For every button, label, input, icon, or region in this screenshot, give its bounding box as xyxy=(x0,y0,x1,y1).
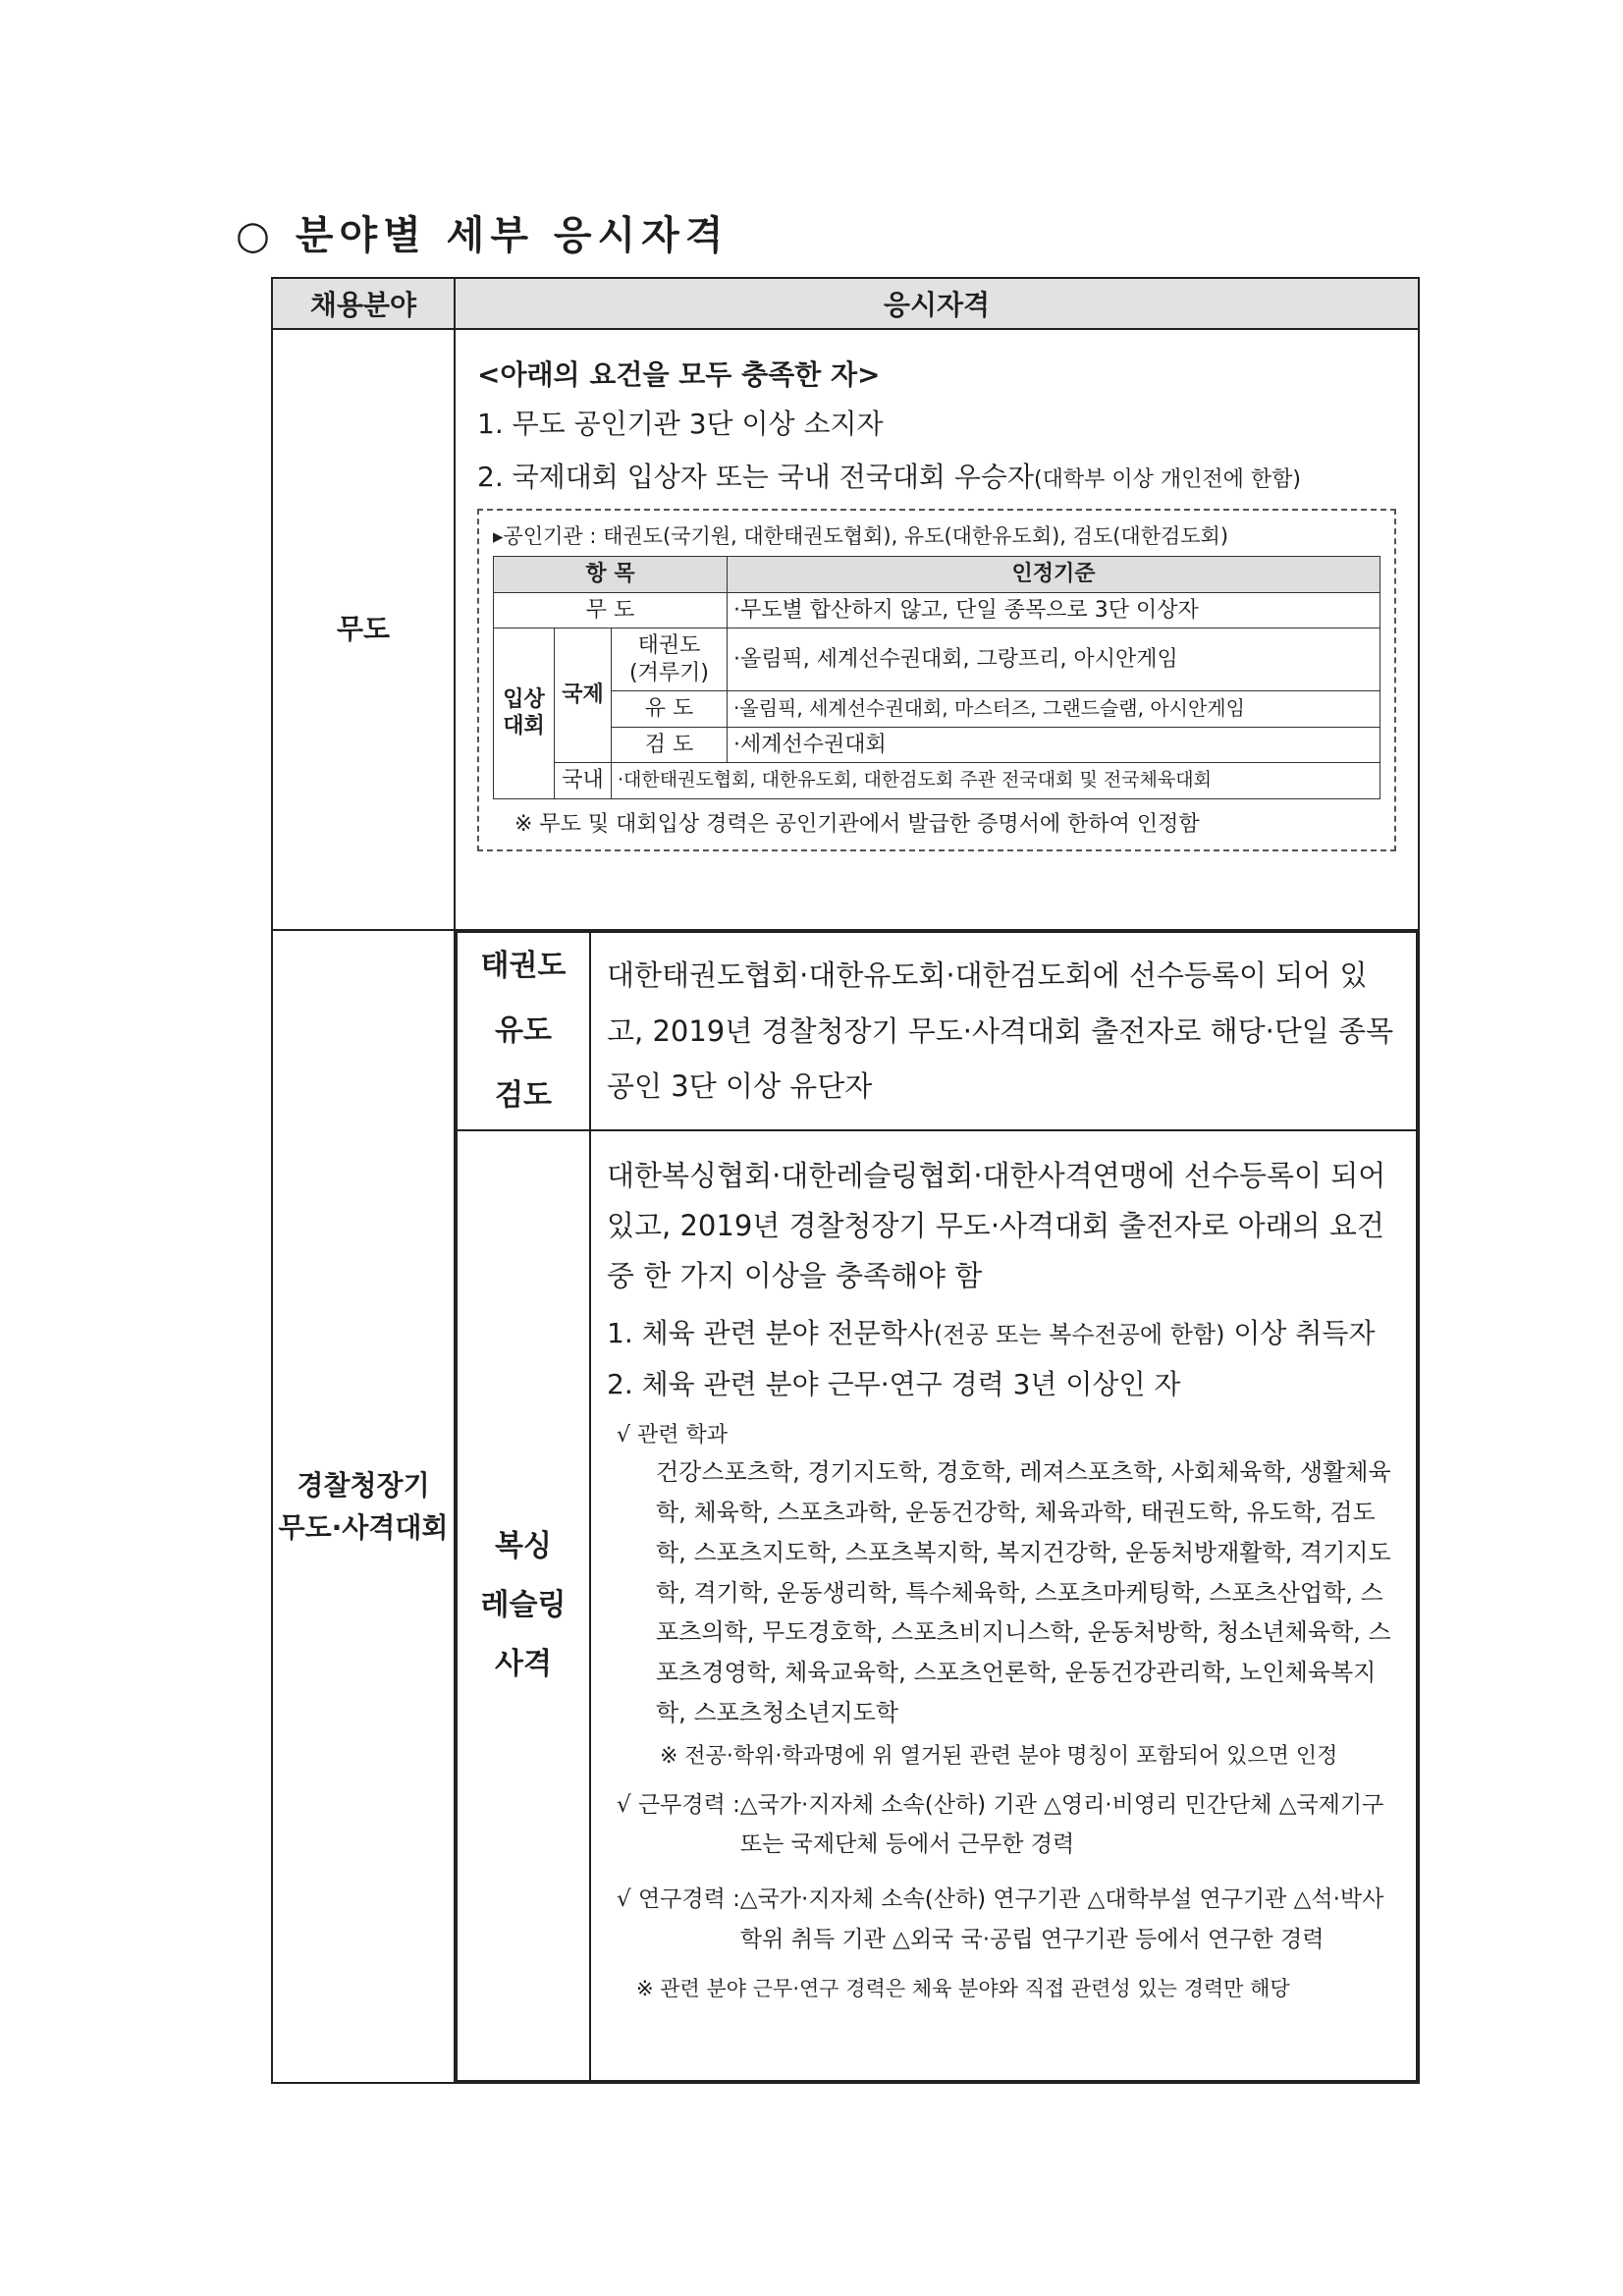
related-dept-label: √ 관련 학과 xyxy=(617,1423,729,1449)
criteria-row-tkd xyxy=(494,629,1380,691)
reference-box xyxy=(477,509,1396,851)
criteria-header-standard: 인정기준 xyxy=(728,557,1380,593)
experience-note: ※ 관련 분야 근무·연구 경력은 체육 분야와 직접 관련성 있는 경력만 해당 xyxy=(636,1976,1290,2000)
header-qualification: 응시자격 xyxy=(455,278,1419,329)
criteria-mudo-text: ·무도별 합산하지 않고, 단일 종목으로 3단 이상자 xyxy=(728,592,1380,629)
page-title: ○ 분야별 세부 응시자격 xyxy=(236,212,730,258)
field-mudo: 무도 xyxy=(272,329,455,930)
certifying-bodies: ▸공인기관 : 태권도(국기원, 대한태권도협회), 유도(대한유도회), 검도(대한검도회) xyxy=(493,524,1229,548)
police-qualification-cell xyxy=(455,930,1419,2083)
field-police-competition: 경찰청장기 무도·사격대회 xyxy=(272,930,455,2083)
criteria-row-domestic xyxy=(494,763,1380,799)
criteria-intl-label: 국제 xyxy=(555,629,612,763)
recognition-criteria-table xyxy=(493,556,1380,799)
req2-main: 2. 국제대회 입상자 또는 국내 전국대회 우승자 xyxy=(477,461,1034,493)
tkd-group-label: 태권도 유도 검도 xyxy=(457,932,590,1130)
box-item-1 xyxy=(607,1312,1400,1351)
research-experience-label: √ 연구경력 : xyxy=(617,1886,740,1913)
police-row xyxy=(272,930,1419,2083)
criteria-row-mudo xyxy=(494,592,1380,629)
box-group-label: 복싱 레슬링 사격 xyxy=(457,1130,590,2081)
research-experience-text: △국가·지자체 소속(산하) 연구기관 △대학부설 연구기관 △석·박사 학위 취득 기관 △외국 국·공립 연구기관 등에서 연구한 경력 xyxy=(739,1886,1384,1952)
police-sub-table xyxy=(456,931,1418,2082)
qualification-table xyxy=(271,277,1420,2084)
req2-small: (대학부 이상 개인전에 한함) xyxy=(1033,467,1301,492)
header-field: 채용분야 xyxy=(272,278,455,329)
criteria-row-judo xyxy=(494,691,1380,728)
work-experience-label: √ 근무경력 : xyxy=(617,1791,740,1818)
criteria-kendo-text: ·세계선수권대회 xyxy=(728,727,1380,763)
related-dept-list: 건강스포츠학, 경기지도학, 경호학, 레져스포츠학, 사회체육학, 생활체육학, 체육학, 스포츠과학, 운동건강학, 체육과학, 태권도학, 유도학, 검도학, 스포츠지도학, 스포츠복지학, 복지건강학, 운동처방재활학, 격기지도학, 격기학, 운동생리학, 특수체육학, 스포츠마케팅학, 스포츠산업학, 스포츠의학, 무도경호학, 스포츠비지니스학, 운동처방학, 청소년체육학, 스포츠경영학, 체육교육학, 스포츠언론학, 운동건강관리학, 노인체육복지학, 스포츠청소년지도학 xyxy=(656,1458,1391,1727)
work-experience xyxy=(607,1785,1400,1865)
criteria-header-row xyxy=(494,557,1380,593)
box-group-content xyxy=(590,1130,1417,2081)
criteria-mudo-label: 무 도 xyxy=(494,592,728,629)
criteria-domestic-text: ·대한태권도협회, 대한유도회, 대한검도회 주관 전국대회 및 전국체육대회 xyxy=(612,763,1380,799)
item1-main: 1. 체육 관련 분야 전문학사 xyxy=(607,1317,934,1350)
item1-tail: 이상 취득자 xyxy=(1224,1317,1376,1350)
mudo-qualification-cell xyxy=(455,329,1419,930)
research-experience xyxy=(607,1880,1400,1959)
table-header-row xyxy=(272,278,1419,329)
tkd-group-row xyxy=(457,932,1417,1130)
criteria-domestic-label: 국내 xyxy=(555,763,612,799)
mudo-requirement-2 xyxy=(477,456,1396,495)
box-intro: 대한복싱협회·대한레슬링협회·대한사격연맹에 선수등록이 되어 있고, 2019년 경찰청장기 무도·사격대회 출전자로 아래의 요건 중 한 가지 이상을 충족해야 함 xyxy=(607,1159,1386,1292)
mudo-heading: <아래의 요건을 모두 충족한 자> xyxy=(477,358,881,391)
related-dept-note: ※ 전공·학위·학과명에 위 열거된 관련 분야 명칭이 포함되어 있으면 인정 xyxy=(660,1743,1338,1769)
box-group-row xyxy=(457,1130,1417,2081)
criteria-award-label: 입상 대회 xyxy=(494,629,555,799)
criteria-kendo-label: 검 도 xyxy=(612,727,728,763)
criteria-judo-label: 유 도 xyxy=(612,691,728,728)
tkd-group-text: 대한태권도협회·대한유도회·대한검도회에 선수등록이 되어 있고, 2019년 경찰청장기 무도·사격대회 출전자로 해당·단일 종목 공인 3단 이상 유단자 xyxy=(590,932,1417,1130)
criteria-tkd-label: 태권도 (겨루기) xyxy=(612,629,728,691)
criteria-judo-text: ·올림픽, 세계선수권대회, 마스터즈, 그랜드슬램, 아시안게임 xyxy=(728,691,1380,728)
criteria-header-item: 항 목 xyxy=(494,557,728,593)
work-experience-text: △국가·지자체 소속(산하) 기관 △영리·비영리 민간단체 △국제기구 또는 국제단체 등에서 근무한 경력 xyxy=(739,1791,1384,1858)
item1-small: (전공 또는 복수전공에 한함) xyxy=(933,1321,1225,1349)
mudo-row xyxy=(272,329,1419,930)
criteria-row-kendo xyxy=(494,727,1380,763)
mudo-note: ※ 무도 및 대회입상 경력은 공인기관에서 발급한 증명서에 한하여 인정함 xyxy=(514,811,1200,837)
box-item-2: 2. 체육 관련 분야 근무·연구 경력 3년 이상인 자 xyxy=(607,1368,1181,1401)
criteria-tkd-text: ·올림픽, 세계선수권대회, 그랑프리, 아시안게임 xyxy=(728,629,1380,691)
mudo-requirement-1: 1. 무도 공인기관 3단 이상 소지자 xyxy=(477,408,884,440)
